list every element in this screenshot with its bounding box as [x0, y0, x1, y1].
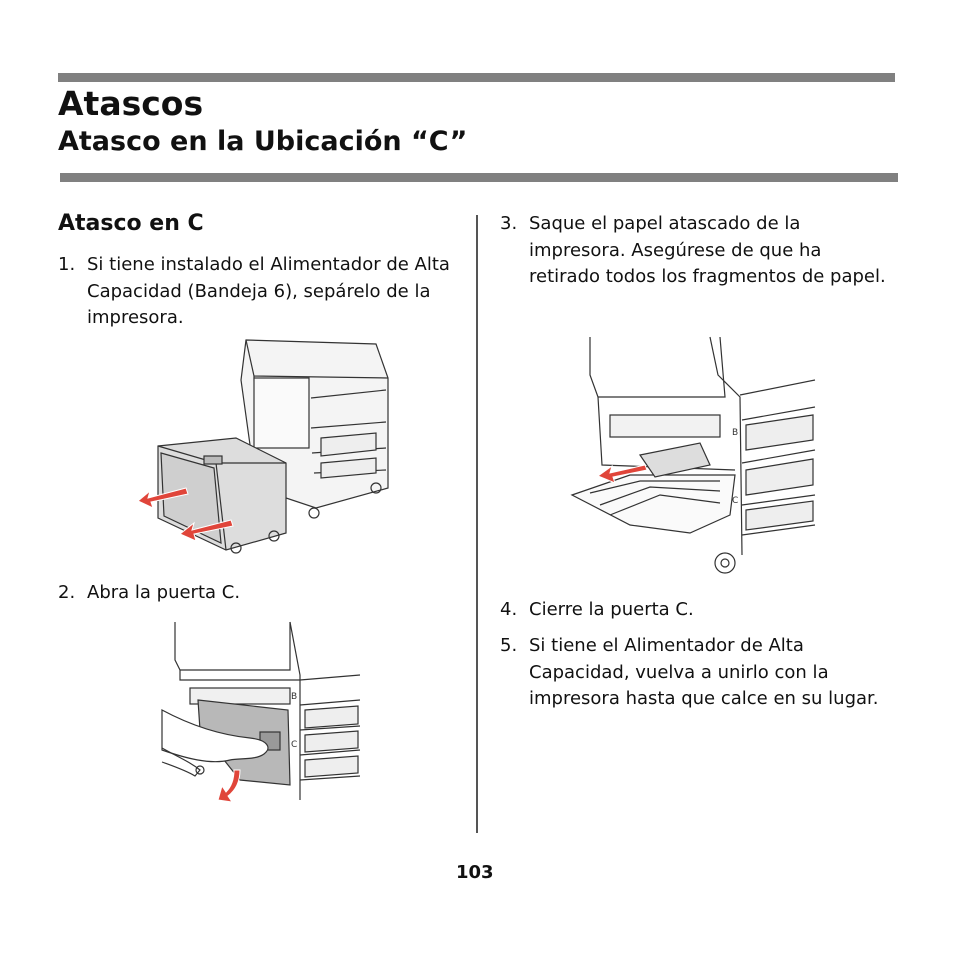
page-subtitle: Atasco en la Ubicación “C” [58, 126, 468, 157]
figure-3-door-label-c: C [732, 496, 739, 506]
figure-remove-paper [570, 335, 818, 577]
step-4-number: 4. [500, 599, 518, 620]
step-1-number: 1. [58, 254, 76, 275]
page-number: 103 [456, 862, 494, 883]
step-2-text: Abra la puerta C. [87, 582, 241, 603]
step-5-text: Si tiene el Alimentador de Alta Capacidad, vuelva a unirlo con la impresora hasta que calce en su lugar. [529, 635, 879, 709]
header-rule-top [58, 73, 895, 82]
step-2-number: 2. [58, 582, 76, 603]
step-1-text: Si tiene instalado el Alimentador de Alta Capacidad (Bandeja 6), sepárelo de la impresora. [87, 254, 450, 328]
step-4-text: Cierre la puerta C. [529, 599, 694, 620]
figure-separate-feeder [136, 338, 396, 560]
figure-open-door-c [160, 620, 365, 808]
page-title: Atascos [58, 84, 204, 123]
column-divider [476, 215, 478, 833]
figure-2-door-label-b: B [291, 692, 298, 702]
step-3-number: 3. [500, 213, 518, 234]
section-heading: Atasco en C [58, 211, 204, 236]
header-rule-bottom [60, 173, 898, 182]
step-5-number: 5. [500, 635, 518, 656]
figure-2-door-label-c: C [291, 740, 298, 750]
figure-3-door-label-b: B [732, 428, 739, 438]
step-3-text: Saque el papel atascado de la impresora. Asegúrese de que ha retirado todos los fragmentos de papel. [529, 213, 886, 287]
